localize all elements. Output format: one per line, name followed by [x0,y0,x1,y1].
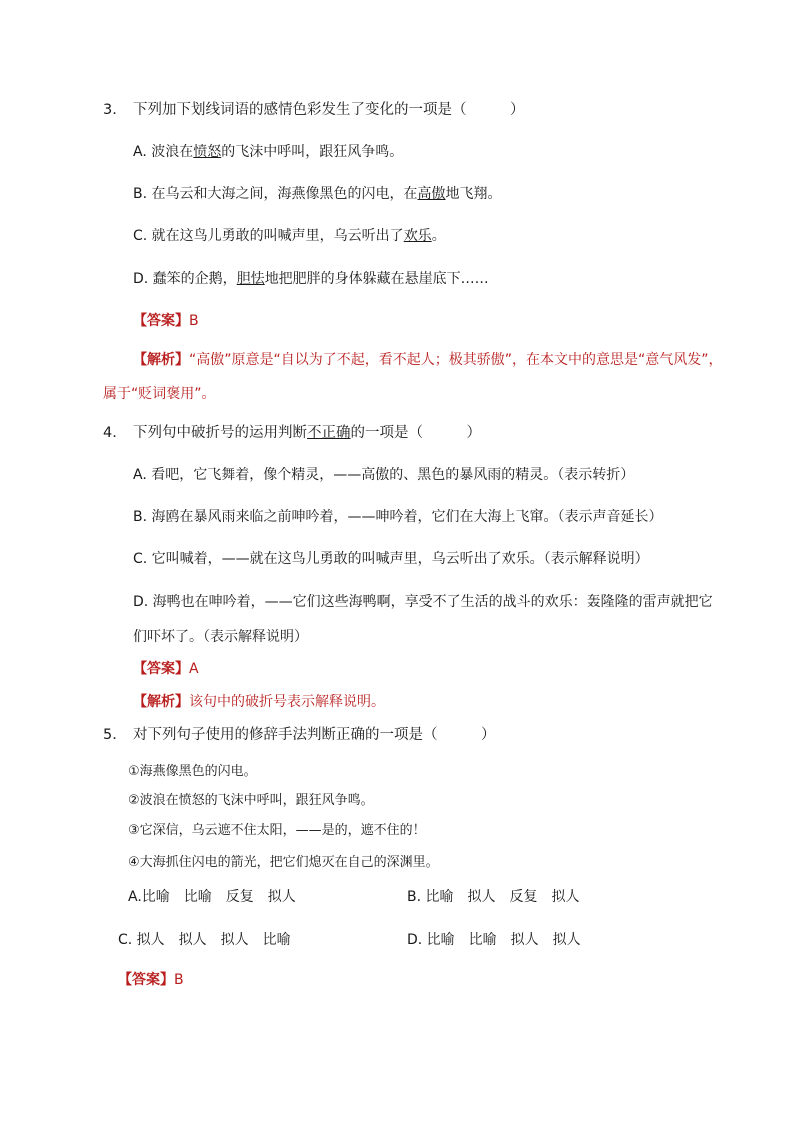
q5-option-b: B. 比喻 拟人 反复 拟人 [407,889,580,905]
q5-option-a: A.比喻 比喻 反复 拟人 [128,889,296,905]
q5-item-2: ②波浪在愤怒的飞沫中呼叫，跟狂风争鸣。 [128,793,374,808]
q5-stem: 5. 对下列句子使用的修辞手法判断正确的一项是（ ） [103,727,496,743]
q3-option-c: C. 就在这鸟儿勇敢的叫喊声里，乌云听出了欢乐。 [133,228,446,244]
q4-option-a: A. 看吧，它飞舞着，像个精灵，——高傲的、黑色的暴风雨的精灵。（表示转折） [133,467,635,483]
q5-item-4: ④大海抓住闪电的箭光，把它们熄灭在自己的深渊里。 [128,855,439,870]
q3-analysis-line1: 【解析】“高傲”原意是“自以为了不起，看不起人；极其骄傲”，在本文中的意思是“意气风发”， [133,352,723,368]
q3-analysis-line2: 属于“贬词褒用”。 [103,386,216,402]
q3-option-b: B. 在乌云和大海之间，海燕像黑色的闪电，在高傲地飞翔。 [133,186,502,202]
q3-option-d: D. 蠢笨的企鹅，胆怯地把肥胖的身体躲藏在悬崖底下…… [133,271,489,287]
q5-option-c: C. 拟人 拟人 拟人 比喻 [118,932,291,948]
q4-analysis: 【解析】该句中的破折号表示解释说明。 [133,694,385,710]
q4-answer: 【答案】A [133,661,199,677]
q4-stem: 4. 下列句中破折号的运用判断不正确的一项是（ ） [103,425,481,441]
q5-answer: 【答案】B [118,972,184,988]
q5-option-d: D. 比喻 比喻 拟人 拟人 [407,932,581,948]
q4-option-d-line2: 们吓坏了。（表示解释说明） [133,629,308,645]
q3-stem: 3. 下列加下划线词语的感情色彩发生了变化的一项是（ ） [103,102,525,118]
q4-option-b: B. 海鸥在暴风雨来临之前呻吟着，——呻吟着，它们在大海上飞窜。（表示声音延长） [133,509,663,525]
q3-answer: 【答案】B [133,313,199,329]
q3-option-a: A. 波浪在愤怒的飞沫中呼叫，跟狂风争鸣。 [133,144,404,160]
q5-item-1: ①海燕像黑色的闪电。 [128,764,257,779]
q5-item-3: ③它深信，乌云遮不住太阳，——是的，遮不住的！ [128,823,426,838]
q4-option-c: C. 它叫喊着，——就在这鸟儿勇敢的叫喊声里，乌云听出了欢乐。（表示解释说明） [133,551,649,567]
q4-option-d-line1: D. 海鸭也在呻吟着，——它们这些海鸭啊，享受不了生活的战斗的欢乐：轰隆隆的雷声就把它 [133,594,713,610]
